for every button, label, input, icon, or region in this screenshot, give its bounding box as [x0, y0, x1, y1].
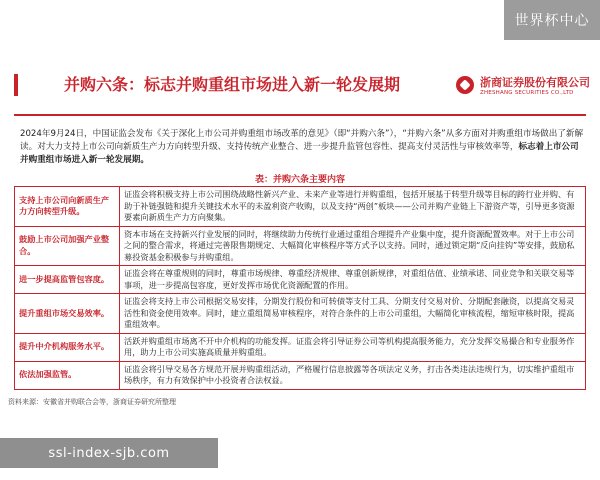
table-row [15, 333, 586, 361]
reform-table [14, 186, 586, 390]
logo-name-en: ZHESHANG SECURITIES CO.,LTD [480, 90, 574, 96]
row-description: 资本市场在支持新兴行业发展的同时，将继续助力传统行业通过重组合理提升产业集中度，提升资源配置效率。对于上市公司之间的整合需求，将通过完善限售期规定、大幅简化审核程序等方式予以支持。同时，通过锁定期“反向挂钩”等安排，鼓励私募投资基金积极参与并购重组。 [120, 226, 586, 266]
logo-name-cn: 浙商证券股份有限公司 [480, 76, 590, 89]
logo-icon [456, 76, 474, 94]
source-note: 资料来源：安徽省并购联合会等，浙商证券研究所整理 [8, 398, 176, 406]
table-row [15, 226, 586, 266]
intro-emphasis: 标志着上市公司并购重组市场进入新一轮发展期。 [20, 142, 579, 165]
row-category: 鼓励上市公司加强产业整合。 [15, 226, 120, 266]
watermark-top: 世界杯中心 [504, 0, 600, 40]
row-description: 证监会将支持上市公司根据交易安排，分期发行股份和可转债等支付工具、分期支付交易对价、分期配套融资，以提高交易灵活性和资金使用效率。同时，建立重组简易审核程序，对符合条件的上市公司重组，大幅简化审核流程，缩短审核时限，提高重组效率。 [120, 294, 586, 334]
table-row [15, 266, 586, 294]
row-description: 活跃并购重组市场离不开中介机构的功能发挥。证监会将引导证券公司等机构提高服务能力，充分发挥交易撮合和专业服务作用，助力上市公司实施高质量并购重组。 [120, 333, 586, 361]
watermark-bottom: ssl-index-sjb.com [0, 438, 218, 468]
row-category: 提升重组市场交易效率。 [15, 294, 120, 334]
table-title: 表：并购六条主要内容 [254, 175, 345, 185]
row-category: 进一步提高监管包容度。 [15, 266, 120, 294]
row-category: 提升中介机构服务水平。 [15, 333, 120, 361]
table-row [15, 187, 586, 227]
title-bar [14, 64, 590, 116]
table-row [15, 294, 586, 334]
title-accent-mark [14, 74, 18, 96]
intro-paragraph [20, 128, 586, 167]
logo [456, 64, 590, 108]
page-title: 并购六条：标志并购重组市场进入新一轮发展期 [64, 75, 401, 94]
row-category: 依法加强监管。 [15, 361, 120, 389]
row-description: 证监会将引导交易各方规范开展并购重组活动，严格履行信息披露等各项法定义务，打击各类违法违规行为，切实维护重组市场秩序，有力有效保护中小投资者合法权益。 [120, 361, 586, 389]
row-category: 支持上市公司向新质生产力方向转型升级。 [15, 187, 120, 227]
table-row [15, 361, 586, 389]
row-description: 证监会将积极支持上市公司围绕战略性新兴产业、未来产业等进行并购重组，包括开展基于转型升级等目标的跨行业并购、有助于补链强链和提升关键技术水平的未盈利资产收购，以及支持“两创”板块——公司并购产业链上下游资产等，引导更多资源要素向新质生产力方向聚集。 [120, 187, 586, 227]
intro-text: 2024年9月24日，中国证监会发布《关于深化上市公司并购重组市场改革的意见》（即“并购六条”），“并购六条”从多方面对并购重组市场做出了新解读。对大力支持上市公司向新质生产力方向转型升级、支持传统产业整合、进一步提升监管包容性、提高支付灵活性与审核效率等， [20, 129, 584, 152]
row-description: 证监会将在尊重规则的同时，尊重市场规律、尊重经济规律、尊重创新规律，对重组估值、业绩承诺、同业竞争和关联交易等事项，进一步提高包容度，更好发挥市场优化资源配置的作用。 [120, 266, 586, 294]
